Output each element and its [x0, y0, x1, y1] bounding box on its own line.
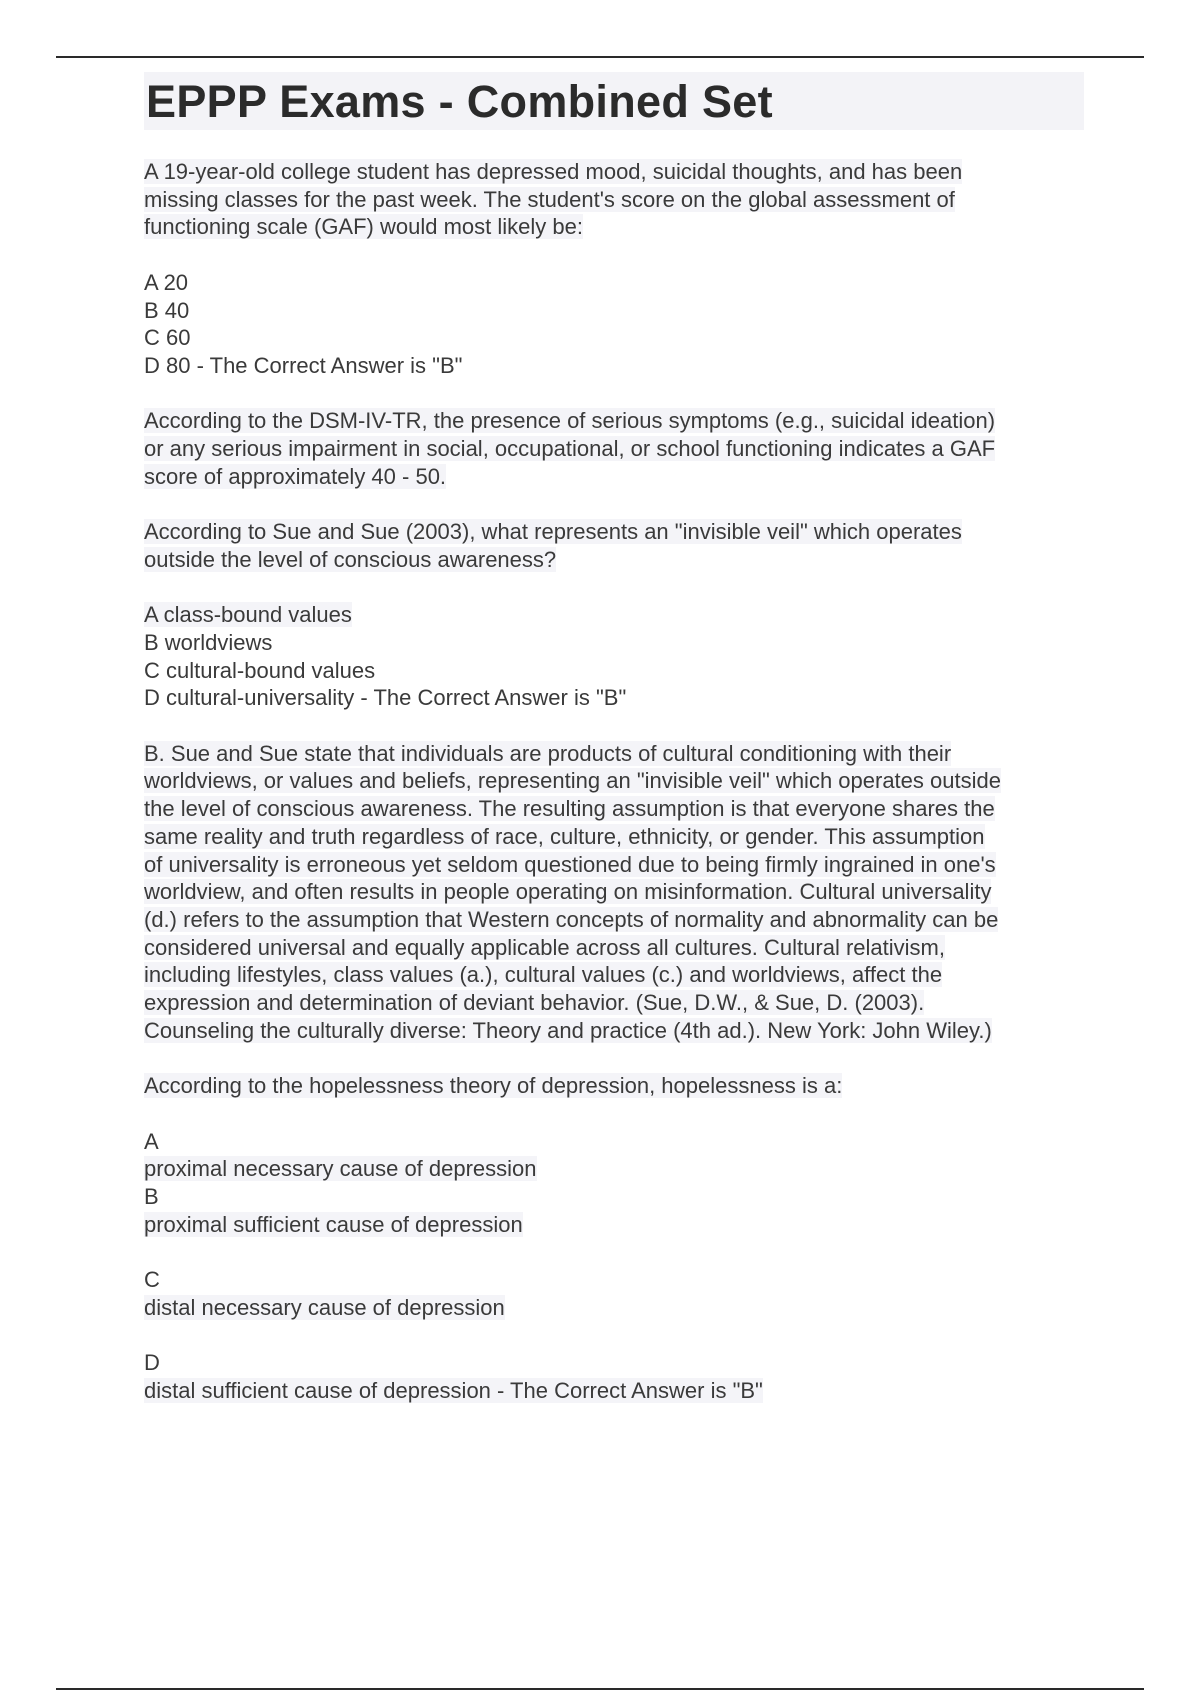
page-title: EPPP Exams - Combined Set [144, 72, 1084, 130]
option-d-answer: D cultural-universality - The Correct Answer is "B" [144, 685, 627, 711]
option-d-letter: D [144, 1350, 160, 1376]
question-2-text: According to Sue and Sue (2003), what represents an "invisible veil" which operates outside the level of conscious awareness? [144, 519, 962, 572]
question-1-text: A 19-year-old college student has depressed mood, suicidal thoughts, and has been missing classes for the past week. The student's score on the global assessment of functioning scale (GAF) would most likely be: [144, 159, 963, 240]
option-d-answer: D 80 - The Correct Answer is "B" [144, 352, 463, 378]
question-2 [144, 518, 1084, 1044]
option-b: B 40 [144, 297, 190, 323]
question-1-options [144, 269, 1084, 380]
option-b: B worldviews [144, 629, 273, 655]
option-b-letter: B [144, 1183, 159, 1209]
option-d-answer: distal sufficient cause of depression - The Correct Answer is "B" [144, 1377, 763, 1403]
option-c: C cultural-bound values [144, 657, 376, 683]
option-a: A class-bound values [144, 602, 352, 628]
question-3-options [144, 1128, 1084, 1405]
option-a-letter: A [144, 1128, 159, 1154]
option-c-text: distal necessary cause of depression [144, 1294, 505, 1320]
question-1-explanation: According to the DSM-IV-TR, the presence of serious symptoms (e.g., suicidal ideation) or any serious impairment in social, occupational, or school functioning indicates a GAF score of approximately 40 - 50. [144, 408, 996, 489]
question-3 [144, 1072, 1084, 1404]
question-3-text: According to the hopelessness theory of depression, hopelessness is a: [144, 1073, 843, 1099]
question-1 [144, 158, 1084, 490]
document-body [144, 72, 1084, 1405]
bottom-rule [56, 1688, 1144, 1690]
top-rule [56, 56, 1144, 58]
option-a-text: proximal necessary cause of depression [144, 1156, 537, 1182]
question-2-options [144, 601, 1084, 712]
option-c-letter: C [144, 1267, 160, 1292]
option-c: C 60 [144, 325, 191, 351]
question-2-explanation: B. Sue and Sue state that individuals are products of cultural conditioning with their worldviews, or values and beliefs, representing an "invisible veil" which operates outside the level of conscious awareness. The resulting assumption is that everyone shares the same reality and truth regardless of race, culture, ethnicity, or gender. This assumption of universality is erroneous yet seldom questioned due to being firmly ingrained in one's worldview, and often results in people operating on misinformation. Cultural universality (d.) refers to the assumption that Western concepts of normality and abnormality can be considered universal and equally applicable across all cultures. Cultural relativism, including lifestyles, class values (a.), cultural values (c.) and worldviews, affect the expression and determination of deviant behavior. (Sue, D.W., & Sue, D. (2003). Counseling the culturally diverse: Theory and practice (4th ad.). New York: John Wiley.) [144, 740, 1001, 1043]
option-b-text: proximal sufficient cause of depression [144, 1211, 523, 1237]
option-a: A 20 [144, 269, 189, 295]
